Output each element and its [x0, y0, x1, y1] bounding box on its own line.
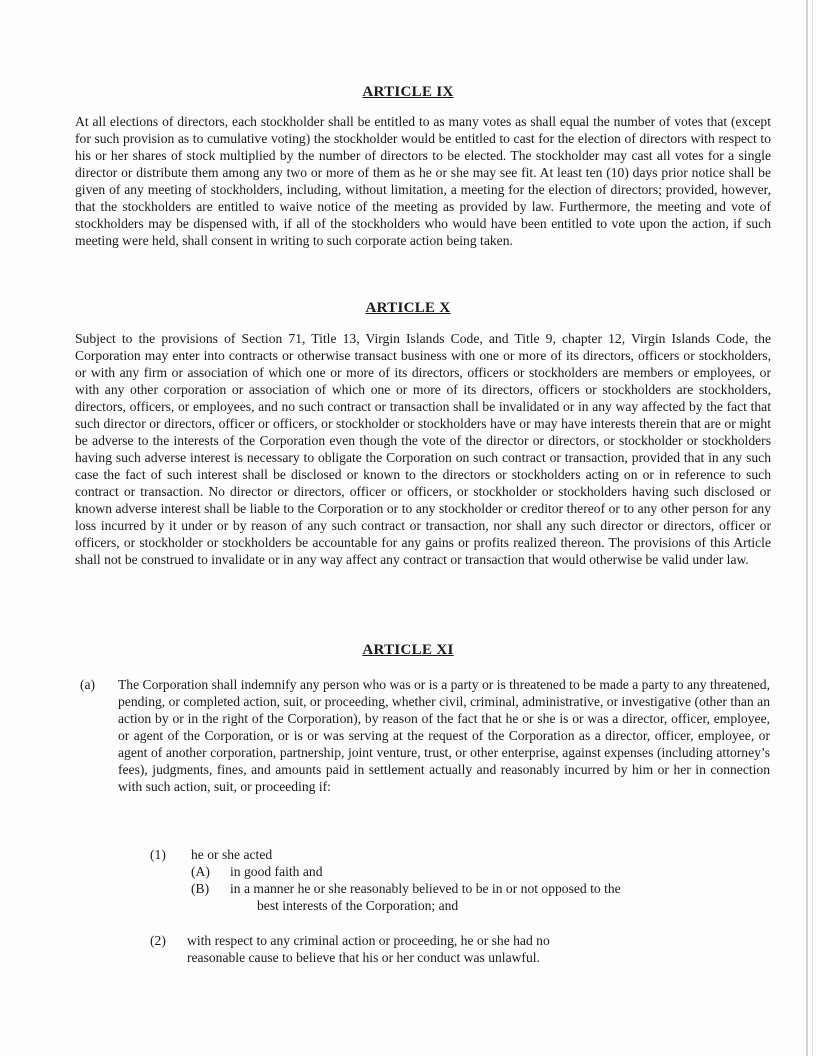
clause-a-label: (a)	[80, 677, 96, 692]
item-1b-label: (B)	[191, 881, 210, 896]
article-x-heading: ARTICLE X	[365, 300, 451, 316]
item-1-label: (1)	[150, 847, 166, 862]
clause-a-text: The Corporation shall indemnify any person who was or is a party or is threatened to be made a party to any threatened, pending, or completed action, suit, or proceeding, whether civil, criminal, administrative, or investigative (other than an action by or in the right of the Corporation), by reason of the fact that he or she is or was a director, officer, employee, or agent of the Corporation, or is or was serving at the request of the Corporation as a director, officer, employee, or agent of another corporation, partnership, joint venture, trust, or other enterprise, against expenses (including attorney’s fees), judgments, fines, and amounts paid in settlement actually and reasonably incurred by him or her in connection with such action, suit, or proceeding if:	[118, 677, 770, 794]
page-edge-shadow	[806, 0, 808, 1056]
article-x-body: Subject to the provisions of Section 71, Title 13, Virgin Islands Code, and Title 9, chapter 12, Virgin Islands Code, the Corporation may enter into contracts or otherwise transact business with one or more of its directors, officers or stockholders, or with any firm or association of which one or more of its directors, officers or stockholders are members or employees, or with any other corporation or association of which one or more of its directors, officers or stockholders are stockholders, directors, officers, or employees, and no such contract or transaction shall be invalidated or in any way affected by the fact that such director or directors, officer or officers, or stockholder or stockholders have or may have interests therein that are or might be adverse to the interests of the Corporation even though the vote of the director or directors, or stockholder or stockholders having such adverse interest is necessary to obligate the Corporation on such contract or transaction, provided that in any such case the fact of such interest shall be disclosed or known to the directors or stockholders acting on or in reference to such contract or transaction. No director or directors, officer or officers, or stockholder or stockholders having such disclosed or known adverse interest shall be liable to the Corporation or to any stockholder or creditor thereof or to any other person for any loss incurred by it under or by reason of any such contract or transaction, nor shall any such director or directors, officer or officers, or stockholder or stockholders be accountable for any gains or profits realized thereon. The provisions of this Article shall not be construed to invalidate or in any way affect any contract or transaction that would otherwise be valid under law.	[75, 331, 771, 567]
page-edge-line	[812, 0, 813, 1056]
article-ix-body: At all elections of directors, each stockholder shall be entitled to as many votes as shall equal the number of votes that (except for such provision as to cumulative voting) the stockholder would be entitled to cast for the election of directors with respect to his or her shares of stock multiplied by the number of directors to be elected. The stockholder may cast all votes for a single director or distribute them among any two or more of them as he or she may see fit. At least ten (10) days prior notice shall be given of any meeting of stockholders, including, without limitation, a meeting for the election of directors; provided, however, that the stockholders are entitled to waive notice of the meeting as provided by law. Furthermore, the meeting and vote of stockholders may be dispensed with, if all of the stockholders who would have been entitled to vote upon the action, if such meeting were held, shall consent in writing to such corporate action being taken.	[75, 114, 771, 248]
item-1a-label: (A)	[191, 864, 210, 879]
item-2-label: (2)	[150, 933, 166, 948]
item-1-text: he or she acted	[191, 847, 273, 862]
article-ix-heading: ARTICLE IX	[362, 84, 454, 100]
item-2-text-line1: with respect to any criminal action or proceeding, he or she had no	[187, 933, 550, 948]
article-xi-heading: ARTICLE XI	[362, 642, 454, 658]
item-1b-text-line1: in a manner he or she reasonably believed to be in or not opposed to the	[230, 881, 621, 896]
item-1a-text: in good faith and	[230, 864, 323, 879]
item-2-text-line2: reasonable cause to believe that his or her conduct was unlawful.	[187, 950, 540, 965]
item-1b-text-line2: best interests of the Corporation; and	[257, 898, 459, 913]
